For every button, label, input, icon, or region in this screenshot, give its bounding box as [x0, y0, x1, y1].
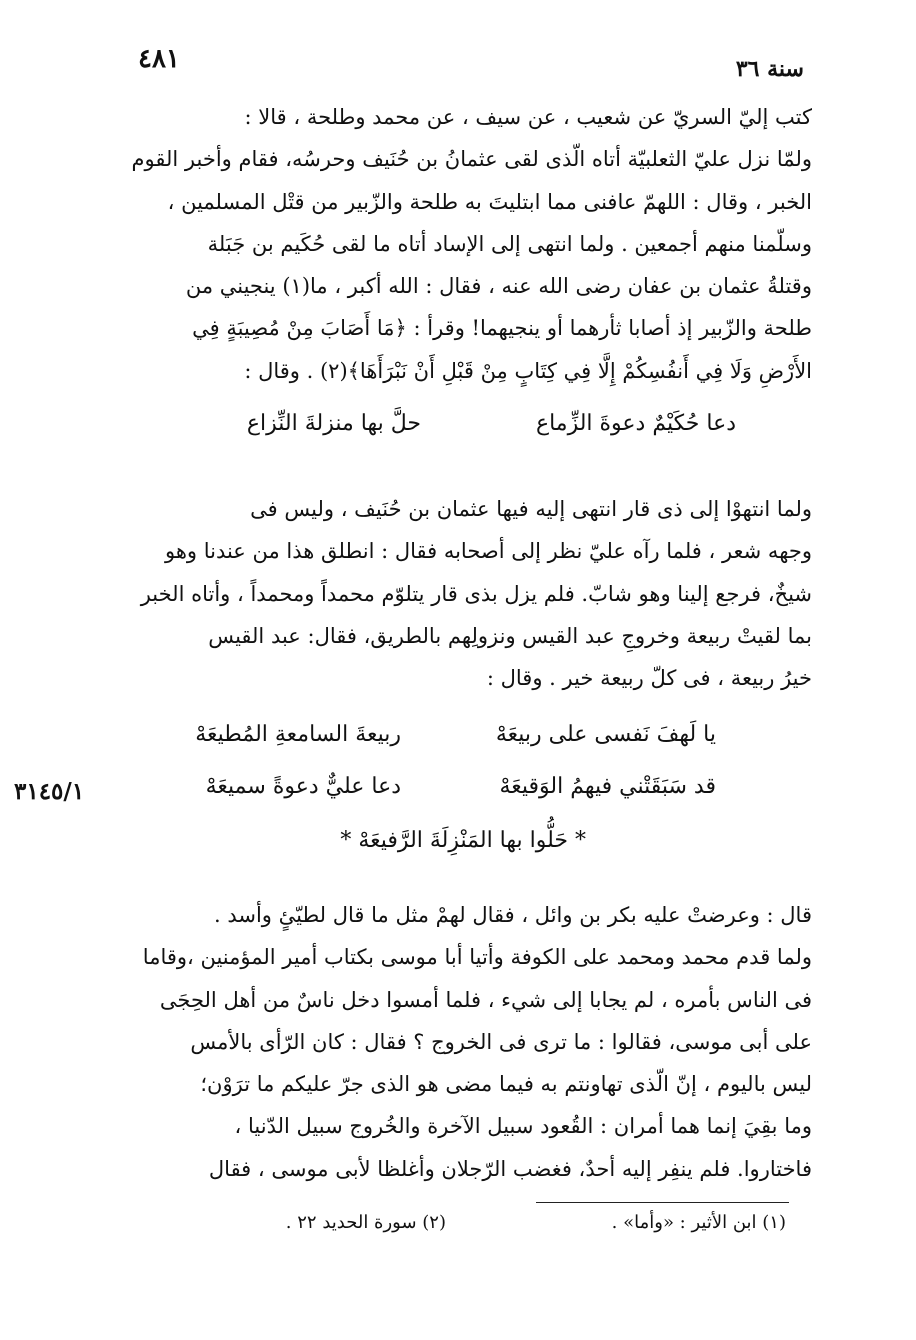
- text-line: شيخٌ، فرجع إلينا وهو شابّ. فلم يزل بذى قار يتلوّم محمداً ومحمداً ، وأتاه الخبر: [140, 581, 812, 606]
- verse-first-hemistich: دعا حُكَيْمٌ دعوةَ الزِّماع: [535, 411, 736, 436]
- text-line: ولما قدم محمد ومحمد على الكوفة وأتيا أبا موسى بكتاب أمير المؤمنين ،وقاما: [142, 945, 812, 970]
- page-number: ٤٨١: [138, 44, 180, 74]
- verse-second-hemistich: دعا عليٌّ دعوةً سميعَهْ: [205, 774, 401, 799]
- margin-reference: ٣١٤٥/١: [14, 778, 85, 805]
- text-line: على أبى موسى، فقالوا : ما ترى فى الخروج ؟ فقال : كان الرّأى بالأمس: [190, 1029, 812, 1054]
- text-line: ولما انتهوْا إلى ذى قار انتهى إليه فيها عثمان بن حُنَيف ، وليس فى: [250, 497, 812, 521]
- footnote-1: (١) ابن الأثير : «وأما» .: [611, 1212, 786, 1233]
- text-line: خيرُ ربيعة ، فى كلّ ربيعة خير . وقال :: [486, 666, 812, 691]
- text-line: فاختاروا. فلم ينفِر إليه أحدٌ، فغضب الرّجلان وأغلظا لأبى موسى ، فقال: [208, 1156, 812, 1181]
- verse-line: [247, 411, 736, 436]
- footnote-2: (٢) سورة الحديد ٢٢ .: [285, 1212, 446, 1233]
- verse-second-hemistich: ربيعةَ السامعةِ المُطيعَهْ: [195, 722, 401, 747]
- paragraph-1: [128, 96, 812, 392]
- text-line: الأَرْضِ وَلَا فِي أَنفُسِكُمْ إِلَّا فِي كِتَابٍ مِنْ قَبْلِ أَنْ نَبْرَأَهَا﴾(٢) . وقال :: [244, 358, 812, 383]
- verse-second-hemistich: حلَّ بها منزلةَ النِّزاع: [246, 411, 421, 436]
- text-line: وما بقِيَ إنما هما أمران : القُعود سبيل الآخرة والخُروج سبيل الدّنيا ،: [234, 1114, 812, 1139]
- text-line: وجهه شعر ، فلما رآه عليّ نظر إلى أصحابه فقال : انطلق هذا من عندنا وهو: [164, 539, 812, 564]
- verse-line: [206, 774, 716, 799]
- year-header: سنة ٣٦: [735, 56, 804, 82]
- paragraph-3: [128, 894, 812, 1190]
- text-line: فى الناس بأمره ، لم يجابا إلى شيء ، فلما أمسوا دخل ناسٌ من أهل الحِجَى: [159, 987, 812, 1012]
- verse-line-centered: * حَلُّوا بها المَنْزِلَةَ الرَّفيعَهْ *: [340, 828, 586, 853]
- text-line: وقتلةُ عثمان بن عفان رضى الله عنه ، فقال : الله أكبر ، ما(١) ينجيني من: [185, 274, 812, 299]
- text-line: الخبر ، وقال : اللهمّ عافنى مما ابتليتَ به طلحة والزّبير من قتْل المسلمين ،: [167, 189, 812, 214]
- paragraph-2: [128, 488, 812, 699]
- text-line: كتب إليّ السريّ عن شعيب ، عن سيف ، عن محمد وطلحة ، قالا :: [244, 105, 812, 129]
- footnote-divider: [536, 1202, 789, 1203]
- verse-line: [195, 722, 716, 747]
- verse-first-hemistich: قد سَبَقَتْني فيهمُ الوَقيعَهْ: [499, 774, 716, 799]
- text-line: بما لقيتْ ربيعة وخروجِ عبد القيس ونزولِهم بالطريق، فقال: عبد القيس: [208, 623, 812, 648]
- text-line: ولمّا نزل عليّ الثعلبيّة أتاه الّذى لقى عثمانُ بن حُنَيف وحرسُه، فقام وأخبر القوم: [131, 147, 812, 172]
- text-line: ليس باليوم ، إنّ الّذى تهاونتم به فيما مضى هو الذى جرّ عليكم ما ترَوْن؛: [200, 1072, 812, 1097]
- text-line: طلحة والزّبير إذ أصابا ثأرهما أو ينجيهما! وقرأ : ﴿مَا أَصَابَ مِنْ مُصِيبَةٍ فِي: [192, 316, 812, 341]
- text-line: وسلّمنا منهم أجمعين . ولما انتهى إلى الإساد أتاه ما لقى حُكَيم بن جَبَلة: [207, 231, 812, 256]
- text-line: قال : وعرضتْ عليه بكر بن وائل ، فقال لهمْ مثل ما قال لطيّئٍ وأسد .: [214, 903, 812, 927]
- verse-first-hemistich: يا لَهفَ نَفسى على ربيعَهْ: [495, 722, 716, 747]
